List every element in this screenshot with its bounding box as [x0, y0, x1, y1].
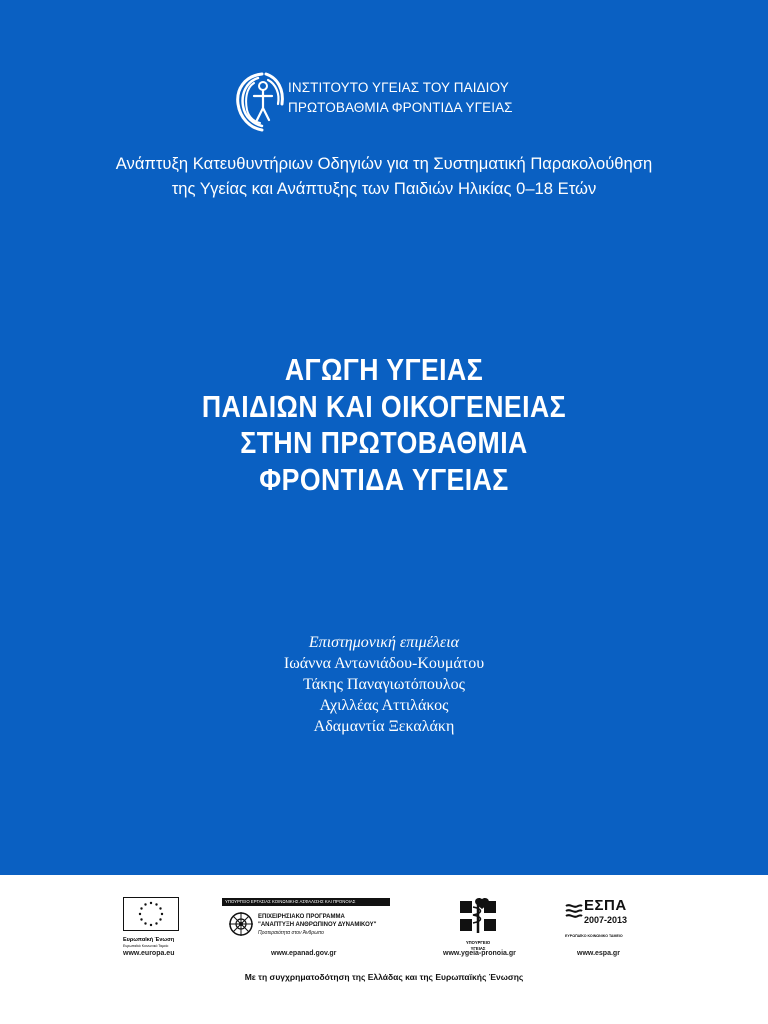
- editor-name: Αδαμαντία Ξεκαλάκη: [313, 718, 455, 735]
- eu-flag-icon: [123, 897, 179, 931]
- institute-name-line2: ΠΡΩΤΟΒΑΘΜΙΑ ΦΡΟΝΤΙΔΑ ΥΓΕΙΑΣ: [288, 100, 513, 115]
- url-ygeia-pronoia[interactable]: www.ygeia-pronoia.gr: [443, 950, 516, 957]
- url-europa[interactable]: www.europa.eu: [123, 950, 175, 957]
- editor-role: Επιστημονική επιμέλεια: [308, 634, 460, 651]
- url-espa[interactable]: www.espa.gr: [577, 950, 620, 957]
- program-line1: ΕΠΙΧΕΙΡΗΣΙΑΚΟ ΠΡΟΓΡΑΜΜΑ: [258, 914, 345, 920]
- book-title: [54, 352, 714, 498]
- espa-name: ΕΣΠΑ: [584, 897, 627, 914]
- program-line2: "ΑΝΑΠΤΥΞΗ ΑΝΘΡΩΠΙΝΟΥ ΔΥΝΑΜΙΚΟΥ": [258, 922, 377, 928]
- editor-name: Τάκης Παναγιωτόπουλος: [303, 676, 465, 693]
- child-figure-icon: [232, 68, 288, 134]
- eu-subcaption: Ευρωπαϊκό Κοινωνικό Ταμείο: [123, 944, 169, 948]
- institute-logo: [232, 68, 532, 134]
- espa-logo: [565, 897, 637, 945]
- editors-block: [0, 632, 768, 737]
- title-line1: ΑΓΩΓΗ ΥΓΕΙΑΣ: [284, 352, 484, 387]
- eu-caption: Ευρωπαϊκή Ένωση: [123, 937, 175, 943]
- espa-years: 2007-2013: [584, 915, 628, 925]
- editor-name: Αχιλλέας Αττιλάκος: [319, 697, 449, 714]
- compass-emblem-icon: [228, 911, 254, 937]
- health-ministry-logo: [458, 897, 498, 951]
- epanad-logo: [222, 898, 390, 946]
- institute-name-line1: ΙΝΣΤΙΤΟΥΤΟ ΥΓΕΙΑΣ ΤΟΥ ΠΑΙΔΙΟΥ: [288, 80, 509, 95]
- institute-name: [288, 78, 513, 118]
- sponsor-footer: [0, 875, 768, 1024]
- ministry-header: ΥΠΟΥΡΓΕΙΟ ΕΡΓΑΣΙΑΣ ΚΟΙΝΩΝΙΚΗΣ ΑΣΦΑΛΙΣΗΣ ΚΑΙ ΠΡΟΝΟΙΑΣ: [222, 898, 390, 906]
- title-line4: ΦΡΟΝΤΙΔΑ ΥΓΕΙΑΣ: [259, 461, 509, 497]
- subtitle-line1: Ανάπτυξη Κατευθυντήριων Οδηγιών για τη Συστηματική Παρακολούθηση: [115, 154, 653, 173]
- espa-waves-icon: [565, 901, 583, 921]
- subtitle-line2: της Υγείας και Ανάπτυξης των Παιδιών Ηλικίας 0–18 Ετών: [171, 179, 597, 198]
- editor-name: Ιωάννα Αντωνιάδου-Κουμάτου: [283, 655, 485, 672]
- title-line2: ΠΑΙΔΙΩΝ ΚΑΙ ΟΙΚΟΓΕΝΕΙΑΣ: [201, 388, 567, 424]
- program-tagline: Προτεραιότητα στον Άνθρωπο: [258, 930, 324, 936]
- health-cross-icon: [458, 897, 498, 935]
- project-subtitle: [0, 151, 768, 201]
- title-line3: ΣΤΗΝ ΠΡΩΤΟΒΑΘΜΙΑ: [240, 425, 528, 460]
- health-ministry-caption: ΥΠΟΥΡΓΕΙΟ ΥΓΕΙΑΣ: [465, 940, 491, 951]
- cofunding-note: Με τη συγχρηματοδότηση της Ελλάδας και της Ευρωπαϊκής Ένωσης: [244, 972, 524, 982]
- espa-caption: ΕΥΡΩΠΑΪΚΟ ΚΟΙΝΩΝΙΚΟ ΤΑΜΕΙΟ: [565, 934, 623, 938]
- url-epanad[interactable]: www.epanad.gov.gr: [271, 950, 337, 957]
- eu-logo: [123, 897, 179, 947]
